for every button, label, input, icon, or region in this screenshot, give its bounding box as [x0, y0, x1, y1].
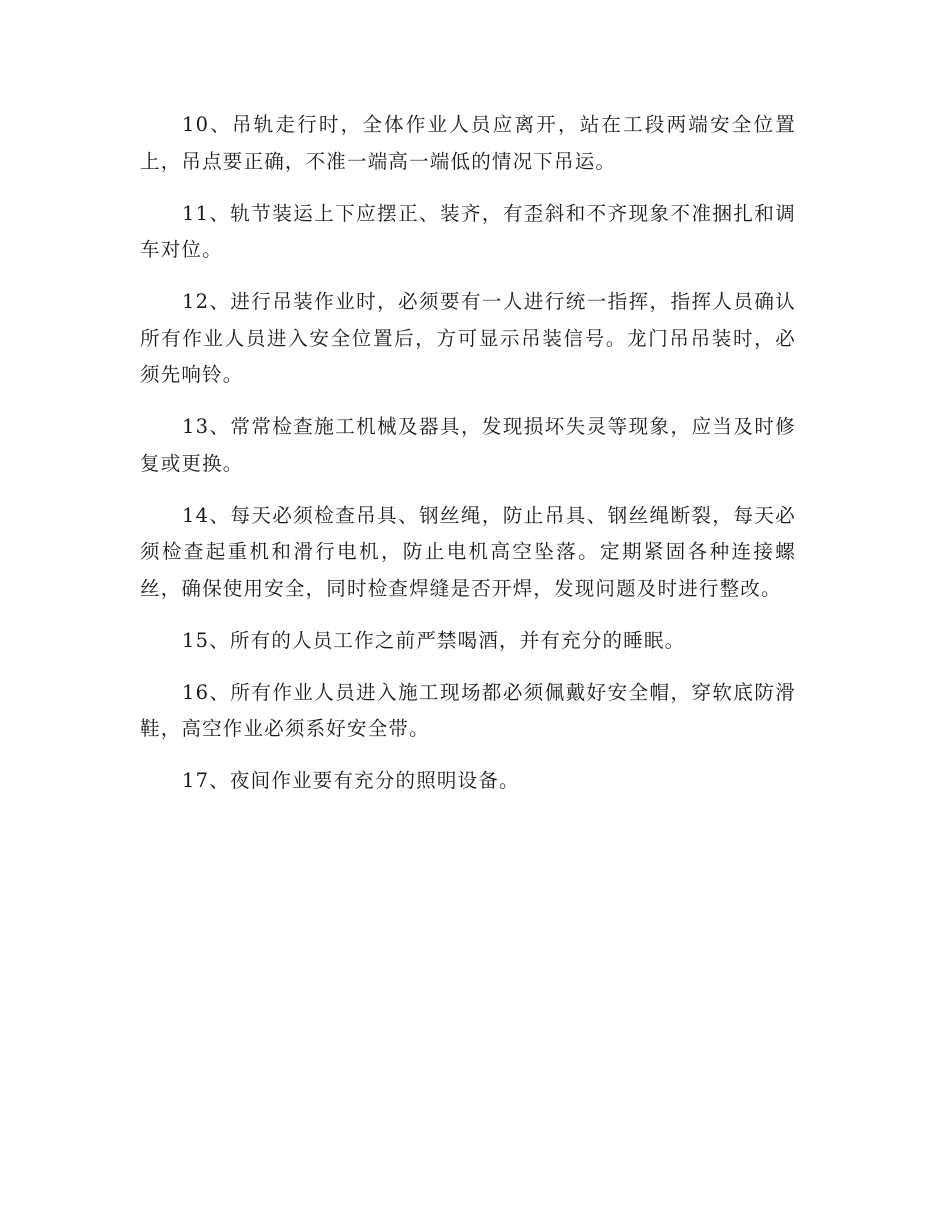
paragraph-item-16: 16、所有作业人员进入施工现场都必须佩戴好安全帽，穿软底防滑鞋，高空作业必须系好安全带。 [140, 680, 796, 740]
paragraph-item-13: 13、常常检查施工机械及器具，发现损坏失灵等现象，应当及时修复或更换。 [140, 415, 796, 475]
paragraph-item-10: 10、吊轨走行时，全体作业人员应离开，站在工段两端安全位置上，吊点要正确，不准一端高一端低的情况下吊运。 [140, 113, 796, 173]
paragraph-item-11: 11、轨节装运上下应摆正、装齐，有歪斜和不齐现象不准捆扎和调车对位。 [140, 201, 796, 261]
paragraph-item-17: 17、夜间作业要有充分的照明设备。 [182, 769, 520, 792]
document-body [140, 107, 796, 815]
paragraph-item-15: 15、所有的人员工作之前严禁喝酒，并有充分的睡眠。 [182, 628, 686, 652]
paragraph-item-12: 12、进行吊装作业时，必须要有一人进行统一指挥，指挥人员确认所有作业人员进入安全位置后，方可显示吊装信号。龙门吊吊装时，必须先响铃。 [140, 290, 796, 386]
paragraph-item-14: 14、每天必须检查吊具、钢丝绳，防止吊具、钢丝绳断裂，每天必须检查起重机和滑行电机，防止电机高空坠落。定期紧固各种连接螺丝，确保使用安全，同时检查焊缝是否开焊，发现问题及时进行整改。 [140, 503, 796, 600]
